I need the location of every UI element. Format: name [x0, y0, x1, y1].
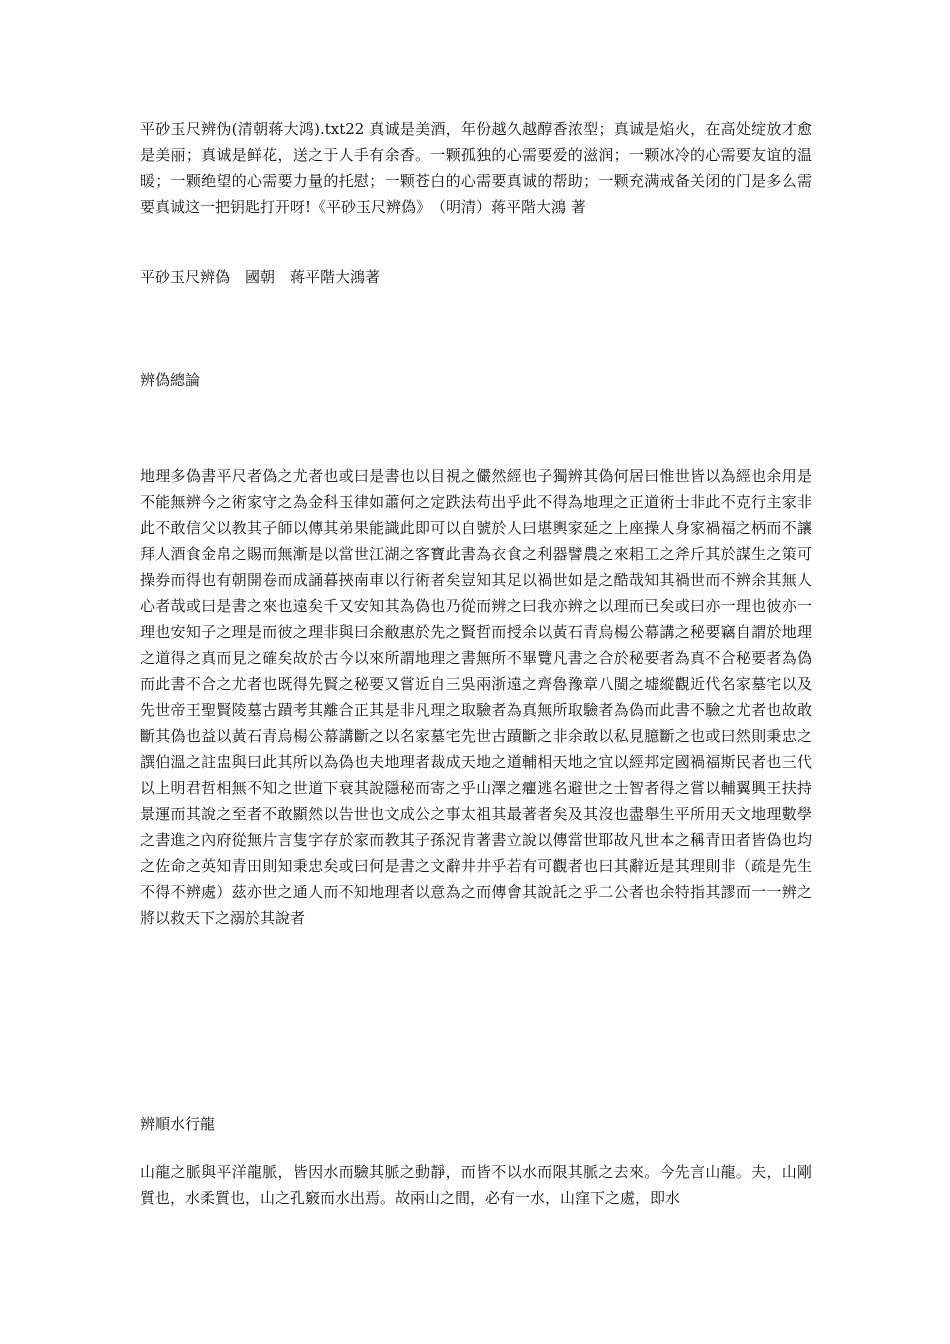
book-title-line: 平砂玉尺辨偽 國朝 蒋平階大鴻著 — [140, 268, 381, 286]
section-body-water-dragon: 山龍之脈與平洋龍脈，皆因水而驗其脈之動靜，而皆不以水而限其脈之去來。今先言山龍。夫，山剛質也，水柔質也，山之孔竅而水出焉。故兩山之間，必有一水，山窪下之處，即水 — [140, 1163, 812, 1207]
section-heading-water-dragon: 辨順水行龍 — [140, 1115, 216, 1133]
section-body-general-discussion: 地理多偽書平尺者偽之尤者也或曰是書也以目視之儼然經也子獨辨其偽何居曰惟世皆以為經也余用是不能無辨今之術家守之為金科玉律如蕭何之定跌法苟出乎此不得為地理之正道術士非此不克行主家非此不敢信父以教其子師以傳其弟果能識此即可以自號於人曰堪輿家延之上座操人身家禍福之柄而不讓拜人酒食金帛之賜而無漸是以當世江湖之客寶此書為衣食之利器譬農之來耜工之斧斤其於謀生之策可操券而得也有朝開卷而成誦暮挾南車以行術者矣豈知其足以禍世如是之酷哉知其禍世而不辨余其無人心者哉或曰是書之來也遠矣千又安知其為偽也乃從而辨之曰我亦辨之以理而已矣或曰亦一理也彼亦一理也安知子之理是而彼之理非與曰余敝惠於先之賢哲而授余以黃石青烏楊公幕講之秘要竊自謂於地理之道得之真而見之確矣故於古今以來所謂地理之書無所不畢覽凡書之合於秘要者為真不合秘要者為偽而此書不合之尤者也既得先賢之秘要又嘗近自三吳兩浙遠之齊魯豫章八閩之墟縱觀近代名家墓宅以及先世帝王聖賢陵墓古蹟考其離合正其是非凡理之取驗者為真無所取驗者為偽而此書不驗之尤者也故敢斷其偽也益以黃石青烏楊公幕講斷之以名家墓宅先世古蹟斷之非余敢以私見臆斷之也或曰然則秉忠之譔伯溫之註盅與曰此其所以為偽也夫地理者裁成天地之道輔相天地之宜以經邦定國禍福斯民者也三代以上明君哲相無不知之世道下衰其說隱秘而寄之乎山澤之癯逃名避世之士智者得之嘗以輔翼興王扶持景運而其說之至者不敢顯然以告世也文成公之事太祖其最著者矣及其沒也盡舉生平所用天文地理數學之書進之內府從無片言隻字存於家而教其子孫況肯著書立說以傳當世耶故凡世本之稱青田者皆偽也均之佐命之英知青田則知秉忠矣或曰何是書之文辭井井乎若有可觀者也曰其辭近是其理則非（疏是先生不得不辨處）茲亦世之通人而不知地理者以意為之而傳會其說託之乎二公者也余特指其謬而一一辨之將以救天下之溺於其說者 — [140, 467, 812, 927]
intro-paragraph: 平砂玉尺辨伪(清朝蒋大鸿).txt22 真诚是美酒，年份越久越醇香浓型；真诚是焰火，在高处绽放才愈是美丽；真诚是鲜花，送之于人手有余香。一颗孤独的心需要爱的滋润；一颗冰冷的心需要友谊的温暖；一颗绝望的心需要力量的托慰；一颗苍白的心需要真诚的帮助；一颗充满戒备关闭的门是多么需要真诚这一把钥匙打开呀!《平砂玉尺辨偽》 （明清）蒋平階大鴻 著 — [140, 120, 812, 216]
section-heading-general-discussion: 辨偽總論 — [140, 371, 201, 389]
